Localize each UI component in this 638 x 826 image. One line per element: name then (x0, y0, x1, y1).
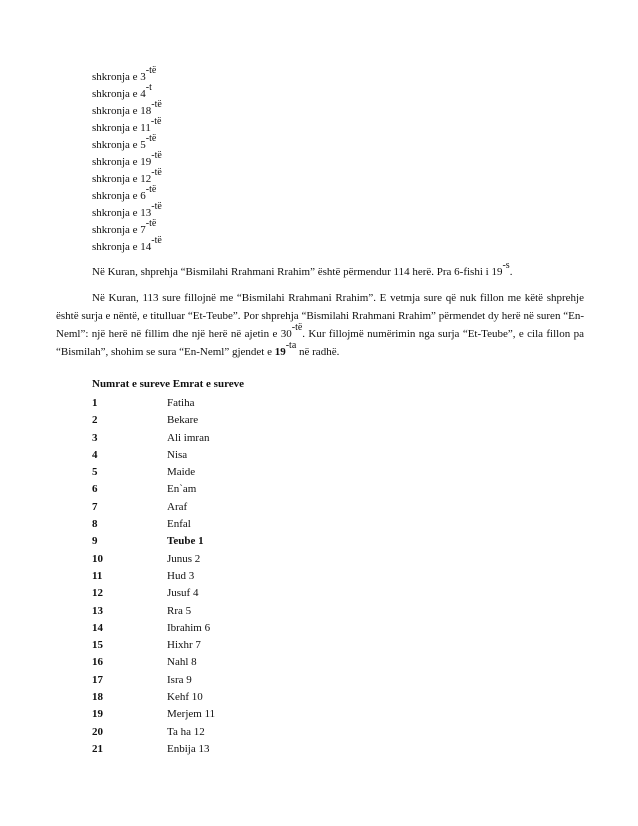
para2-part2: . Kur fillojmë numërimin nga surja “Et-Teube”, e cila fillon pa “Bismilah”, shohim se sura “En-Neml” gjendet e (56, 328, 584, 358)
letter-line-text: shkronja e 12 (92, 173, 152, 185)
sure-number: 12 (92, 587, 103, 600)
para2-sup1: -të (291, 322, 303, 333)
sure-number: 21 (92, 742, 103, 755)
sure-name: Nahl 8 (167, 656, 197, 669)
letter-line-suffix: -të (151, 201, 162, 212)
letter-line-suffix: -të (145, 218, 157, 229)
sure-name: Rra 5 (167, 604, 192, 617)
para1-text: Në Kuran, shprehja “Bismilahi Rrahmani Rrahim” është përmendur 114 herë. Pra 6-fishi i 19 (92, 266, 503, 278)
letter-line-text: shkronja e 6 (92, 190, 146, 202)
letter-line-text: shkronja e 13 (92, 207, 152, 219)
sure-number: 7 (92, 500, 98, 513)
para1-sup: -s (502, 260, 510, 271)
letter-line-text: shkronja e 7 (92, 224, 146, 236)
para2-part1: Në Kuran, 113 sure fillojnë me “Bismilahi Rrahmani Rrahim”. E vetmja sure që nuk fillon me këtë shprehje është surja e nëntë, e titulluar “Et-Teube”. Por shprehja “Bismilahi Rrahmani Rrahim” përmendet dy herë në suren “En-Neml”: një herë në fillim dhe një herë në ajetin e 30 (56, 292, 584, 340)
sure-name: Kehf 10 (167, 691, 203, 704)
sure-name: En`am (167, 483, 197, 496)
para1-end: . (509, 266, 513, 278)
sure-name: Bekare (167, 414, 199, 427)
sure-number: 3 (92, 431, 98, 444)
sure-name: Junus 2 (167, 552, 201, 565)
letter-line-text: shkronja e 4 (92, 88, 146, 100)
para2-part3: në radhë. (296, 346, 340, 358)
sure-name: Isra 9 (167, 673, 192, 686)
paragraph-bismilah-count (56, 260, 584, 281)
letter-position-list (92, 65, 162, 256)
sure-name: Jusuf 4 (167, 587, 199, 600)
sure-number: 11 (92, 569, 103, 582)
letter-line-suffix: -të (151, 99, 162, 110)
letter-line-text: shkronja e 14 (92, 241, 152, 253)
sure-number: 15 (92, 639, 103, 652)
sure-name: Enbija 13 (167, 742, 210, 755)
sure-name: Nisa (167, 448, 188, 461)
sure-number: 8 (92, 518, 98, 531)
letter-line-suffix: -të (151, 167, 162, 178)
sure-name: Hixhr 7 (167, 639, 201, 652)
sure-name: Ta ha 12 (167, 725, 205, 738)
sure-number: 2 (92, 414, 98, 427)
sure-name: Merjem 11 (167, 708, 216, 721)
sure-name: Fatiha (167, 397, 195, 409)
sure-name: Ali imran (167, 431, 210, 444)
letter-line-suffix: -të (145, 65, 157, 76)
sure-name: Araf (167, 500, 188, 513)
letter-line-suffix: -të (150, 116, 162, 127)
sure-number: 16 (92, 656, 103, 669)
sure-number: 1 (92, 397, 98, 409)
para2-bold-number: 19 (274, 346, 286, 358)
letter-line-text: shkronja e 3 (92, 71, 146, 83)
sure-number: 6 (92, 483, 98, 496)
sure-number: 10 (92, 552, 103, 565)
sure-table-header: Numrat e sureve Emrat e sureve (92, 378, 245, 390)
sure-number: 13 (92, 604, 103, 617)
letter-line-text: shkronja e 11 (92, 122, 151, 134)
letter-line-text: shkronja e 19 (92, 156, 152, 168)
sure-number: 19 (92, 708, 103, 721)
sure-name: Enfal (167, 518, 191, 531)
para2-sup2: -ta (285, 340, 297, 351)
paragraph-et-teube (56, 289, 584, 361)
sure-name: Hud 3 (167, 569, 195, 582)
sure-number: 14 (92, 621, 103, 634)
letter-line-suffix: -t (145, 82, 152, 93)
letter-line-text: shkronja e 18 (92, 105, 152, 117)
sure-number: 5 (92, 466, 98, 479)
letter-line-suffix: -të (145, 184, 157, 195)
letter-line (92, 235, 162, 256)
sure-name: Ibrahim 6 (167, 621, 211, 634)
sure-name: Maide (167, 466, 196, 479)
letter-line-suffix: -të (151, 235, 162, 246)
letter-line-suffix: -të (151, 150, 162, 161)
sure-name: Teube 1 (167, 535, 204, 548)
letter-line-text: shkronja e 5 (92, 139, 146, 151)
sure-number: 9 (92, 535, 98, 548)
sure-number: 17 (92, 673, 103, 686)
sure-number: 18 (92, 691, 103, 704)
sure-number: 4 (92, 448, 98, 461)
sure-number: 20 (92, 725, 103, 738)
letter-line-suffix: -të (145, 133, 157, 144)
